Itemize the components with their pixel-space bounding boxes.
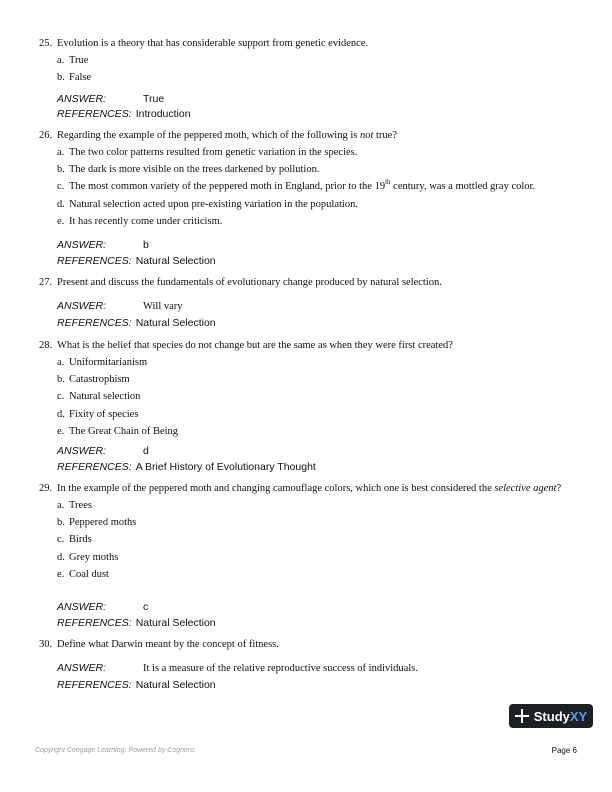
option-item: d. Natural selection acted upon pre-existing variation in the population.	[57, 198, 358, 210]
option-item: d. Fixity of species	[57, 408, 139, 420]
option-item: d. Grey moths	[57, 551, 119, 563]
question-text: 26. Regarding the example of the peppered moth, which of the following is not true?	[39, 130, 398, 141]
answer-row: ANSWER: Will vary	[57, 300, 183, 312]
references-row: REFERENCES: Natural Selection	[57, 255, 216, 267]
answer-row: ANSWER: It is a measure of the relative reproductive success of individuals.	[57, 662, 418, 674]
option-item: a. The two color patterns resulted from genetic variation in the species.	[57, 147, 358, 158]
references-row: REFERENCES: Natural Selection	[57, 679, 216, 691]
question-text: 30. Define what Darwin meant by the concept of fitness.	[39, 639, 279, 650]
answer-row: ANSWER: c	[57, 601, 149, 613]
option-item: c. The most common variety of the peppered moth in England, prior to the 19th century, was a mottled gray color.	[57, 177, 536, 193]
options-list	[57, 356, 576, 439]
option-item: b. The dark is more visible on the trees darkened by pollution.	[57, 164, 320, 176]
references-row: REFERENCES: Natural Selection	[57, 617, 216, 629]
answer-row: ANSWER: b	[57, 239, 149, 251]
footer-copyright: Copyright Cengage Learning. Powered by Cognero.	[35, 747, 197, 754]
question-30	[39, 638, 576, 652]
question-26	[39, 129, 576, 232]
option-item: a. Trees	[57, 500, 92, 511]
answer-row: ANSWER: d	[57, 445, 149, 457]
option-item: e. It has recently come under criticism.	[57, 215, 223, 227]
option-item: c. Birds	[57, 534, 92, 546]
plus-icon	[515, 709, 529, 723]
option-item: c. Natural selection	[57, 391, 141, 403]
option-item: e. Coal dust	[57, 568, 109, 580]
options-list	[57, 146, 576, 229]
studyxy-badge[interactable]: Study XY	[509, 704, 593, 728]
option-item: a. Uniformitarianism	[57, 357, 148, 368]
option-item: a. True	[57, 55, 89, 66]
option-item: b. Catastrophism	[57, 374, 130, 386]
question-text: 25. Evolution is a theory that has considerable support from genetic evidence.	[39, 38, 369, 49]
question-27	[39, 276, 576, 290]
options-list	[57, 54, 576, 85]
references-row: REFERENCES: Natural Selection	[57, 317, 216, 329]
question-29	[39, 482, 576, 585]
page-number: Page 6	[551, 746, 577, 755]
answer-row: ANSWER: True	[57, 93, 165, 105]
question-text: 27. Present and discuss the fundamentals of evolutionary change produced by natural selection.	[39, 277, 442, 288]
option-item: e. The Great Chain of Being	[57, 425, 179, 437]
question-text: 29. In the example of the peppered moth and changing camouflage colors, which one is best considered the selective agent?	[39, 483, 562, 494]
question-text: 28. What is the belief that species do not change but are the same as when they were first created?	[39, 340, 453, 351]
references-row: REFERENCES: A Brief History of Evolutionary Thought	[57, 461, 316, 473]
options-list	[57, 499, 576, 582]
question-25	[39, 37, 576, 88]
option-item: b. Peppered moths	[57, 517, 137, 529]
question-28	[39, 339, 576, 442]
option-item: b. False	[57, 72, 92, 84]
references-row: REFERENCES: Introduction	[57, 108, 191, 120]
